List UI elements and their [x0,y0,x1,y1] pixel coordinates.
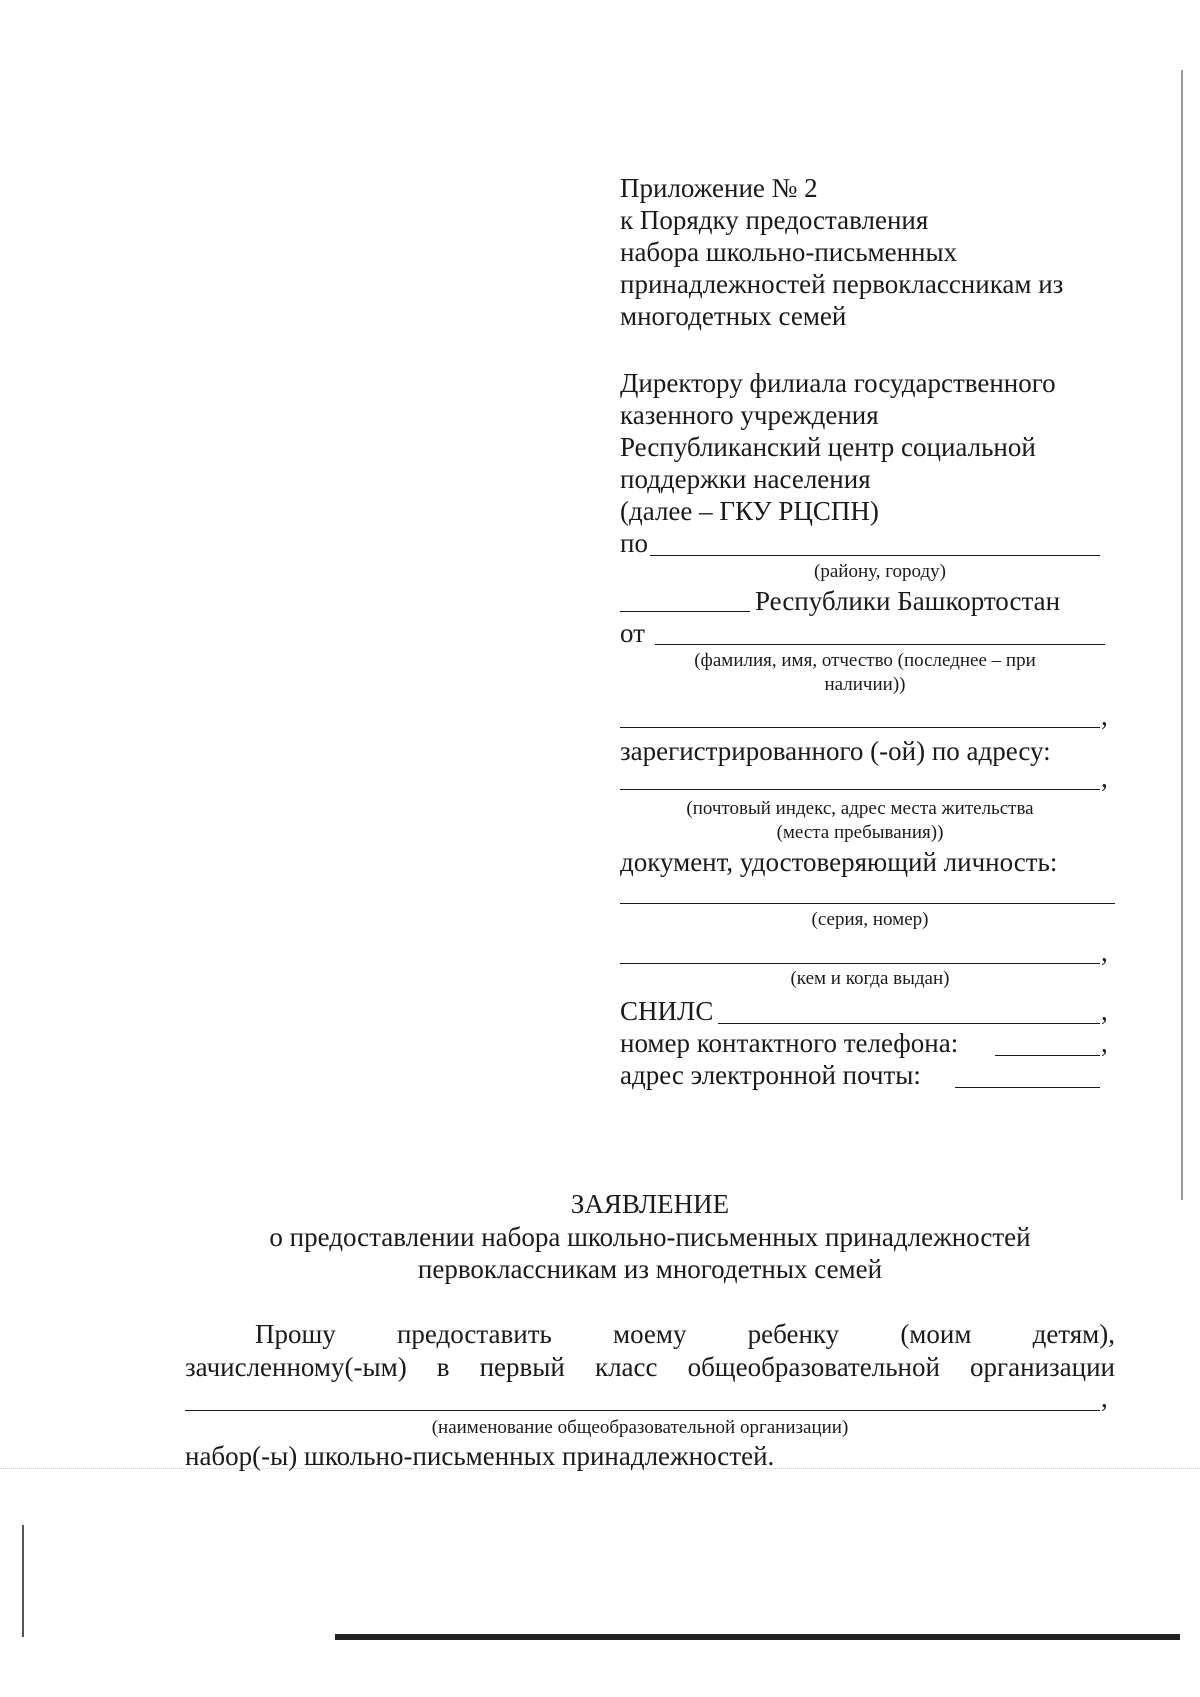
body-line-1: Прошу предоставить моему ребенку (моим детям), [255,1319,1115,1349]
registered-label: зарегистрированного (-ой) по адресу: [620,736,1051,766]
email-field[interactable] [955,1087,1100,1088]
addressee-line-5: (далее – ГКУ РЦСПН) [620,496,879,526]
address-hint-line-2: (места пребывания)) [776,822,944,843]
organization-hint: (наименование общеобразовательной организации) [431,1417,849,1438]
organization-field[interactable] [185,1410,1100,1411]
statement-subtitle-line-1: о предоставлении набора школьно-письменных принадлежностей [269,1222,1031,1252]
fio-hint-line-2: наличии)) [824,674,906,695]
republic-district-field[interactable] [620,611,750,612]
statement-subtitle-line-2: первоклассникам из многодетных семей [417,1254,883,1284]
fio-hint-line-1: (фамилия, имя, отчество (последнее – при [694,650,1036,671]
addressee-line-2: казенного учреждения [620,400,879,430]
appendix-line-4: принадлежностей первоклассникам из [620,269,1064,299]
snils-label: СНИЛС [620,996,714,1026]
id-series-field[interactable] [620,903,1115,904]
comma-6: , [1101,1383,1108,1413]
appendix-line-5: многодетных семей [620,301,847,331]
po-prefix: по [620,528,648,558]
addressee-line-3: Республиканский центр социальной [620,432,1036,462]
comma-5: , [1101,1028,1108,1058]
snils-field[interactable] [718,1023,1100,1024]
id-document-label: документ, удостоверяющий личность: [620,847,1058,877]
scan-edge-left [22,1525,24,1637]
id-issued-field[interactable] [620,963,1100,964]
comma-1: , [1101,701,1108,731]
scan-edge-right [1181,70,1183,1200]
comma-4: , [1101,996,1108,1026]
addressee-line-1: Директору филиала государственного [620,368,1056,398]
scan-edge-bottom [335,1634,1180,1640]
statement-title: ЗАЯВЛЕНИЕ [570,1189,730,1219]
appendix-line-3: набора школьно-письменных [620,237,958,267]
district-hint: (району, городу) [814,561,946,582]
issued-hint: (кем и когда выдан) [790,968,950,989]
appendix-line-1: Приложение № 2 [620,173,818,203]
district-field[interactable] [650,555,1100,556]
phone-label: номер контактного телефона: [620,1028,959,1058]
comma-2: , [1101,763,1108,793]
body-line-3: набор(-ы) школьно-письменных принадлежностей. [185,1441,775,1471]
applicant-name-field-2[interactable] [620,727,1100,728]
address-hint-line-1: (почтовый индекс, адрес места жительства [686,798,1034,819]
comma-3: , [1101,937,1108,967]
phone-field[interactable] [995,1055,1100,1056]
body-line-2: зачисленному(-ым) в первый класс общеобразовательной организации [185,1352,1115,1382]
address-field[interactable] [620,789,1100,790]
series-hint: (серия, номер) [811,909,929,930]
email-label: адрес электронной почты: [620,1060,921,1090]
ot-prefix: от [620,618,645,648]
appendix-line-2: к Порядку предоставления [620,205,929,235]
applicant-name-field[interactable] [655,644,1105,645]
republic-text: Республики Башкортостан [755,586,1061,616]
addressee-line-4: поддержки населения [620,464,871,494]
